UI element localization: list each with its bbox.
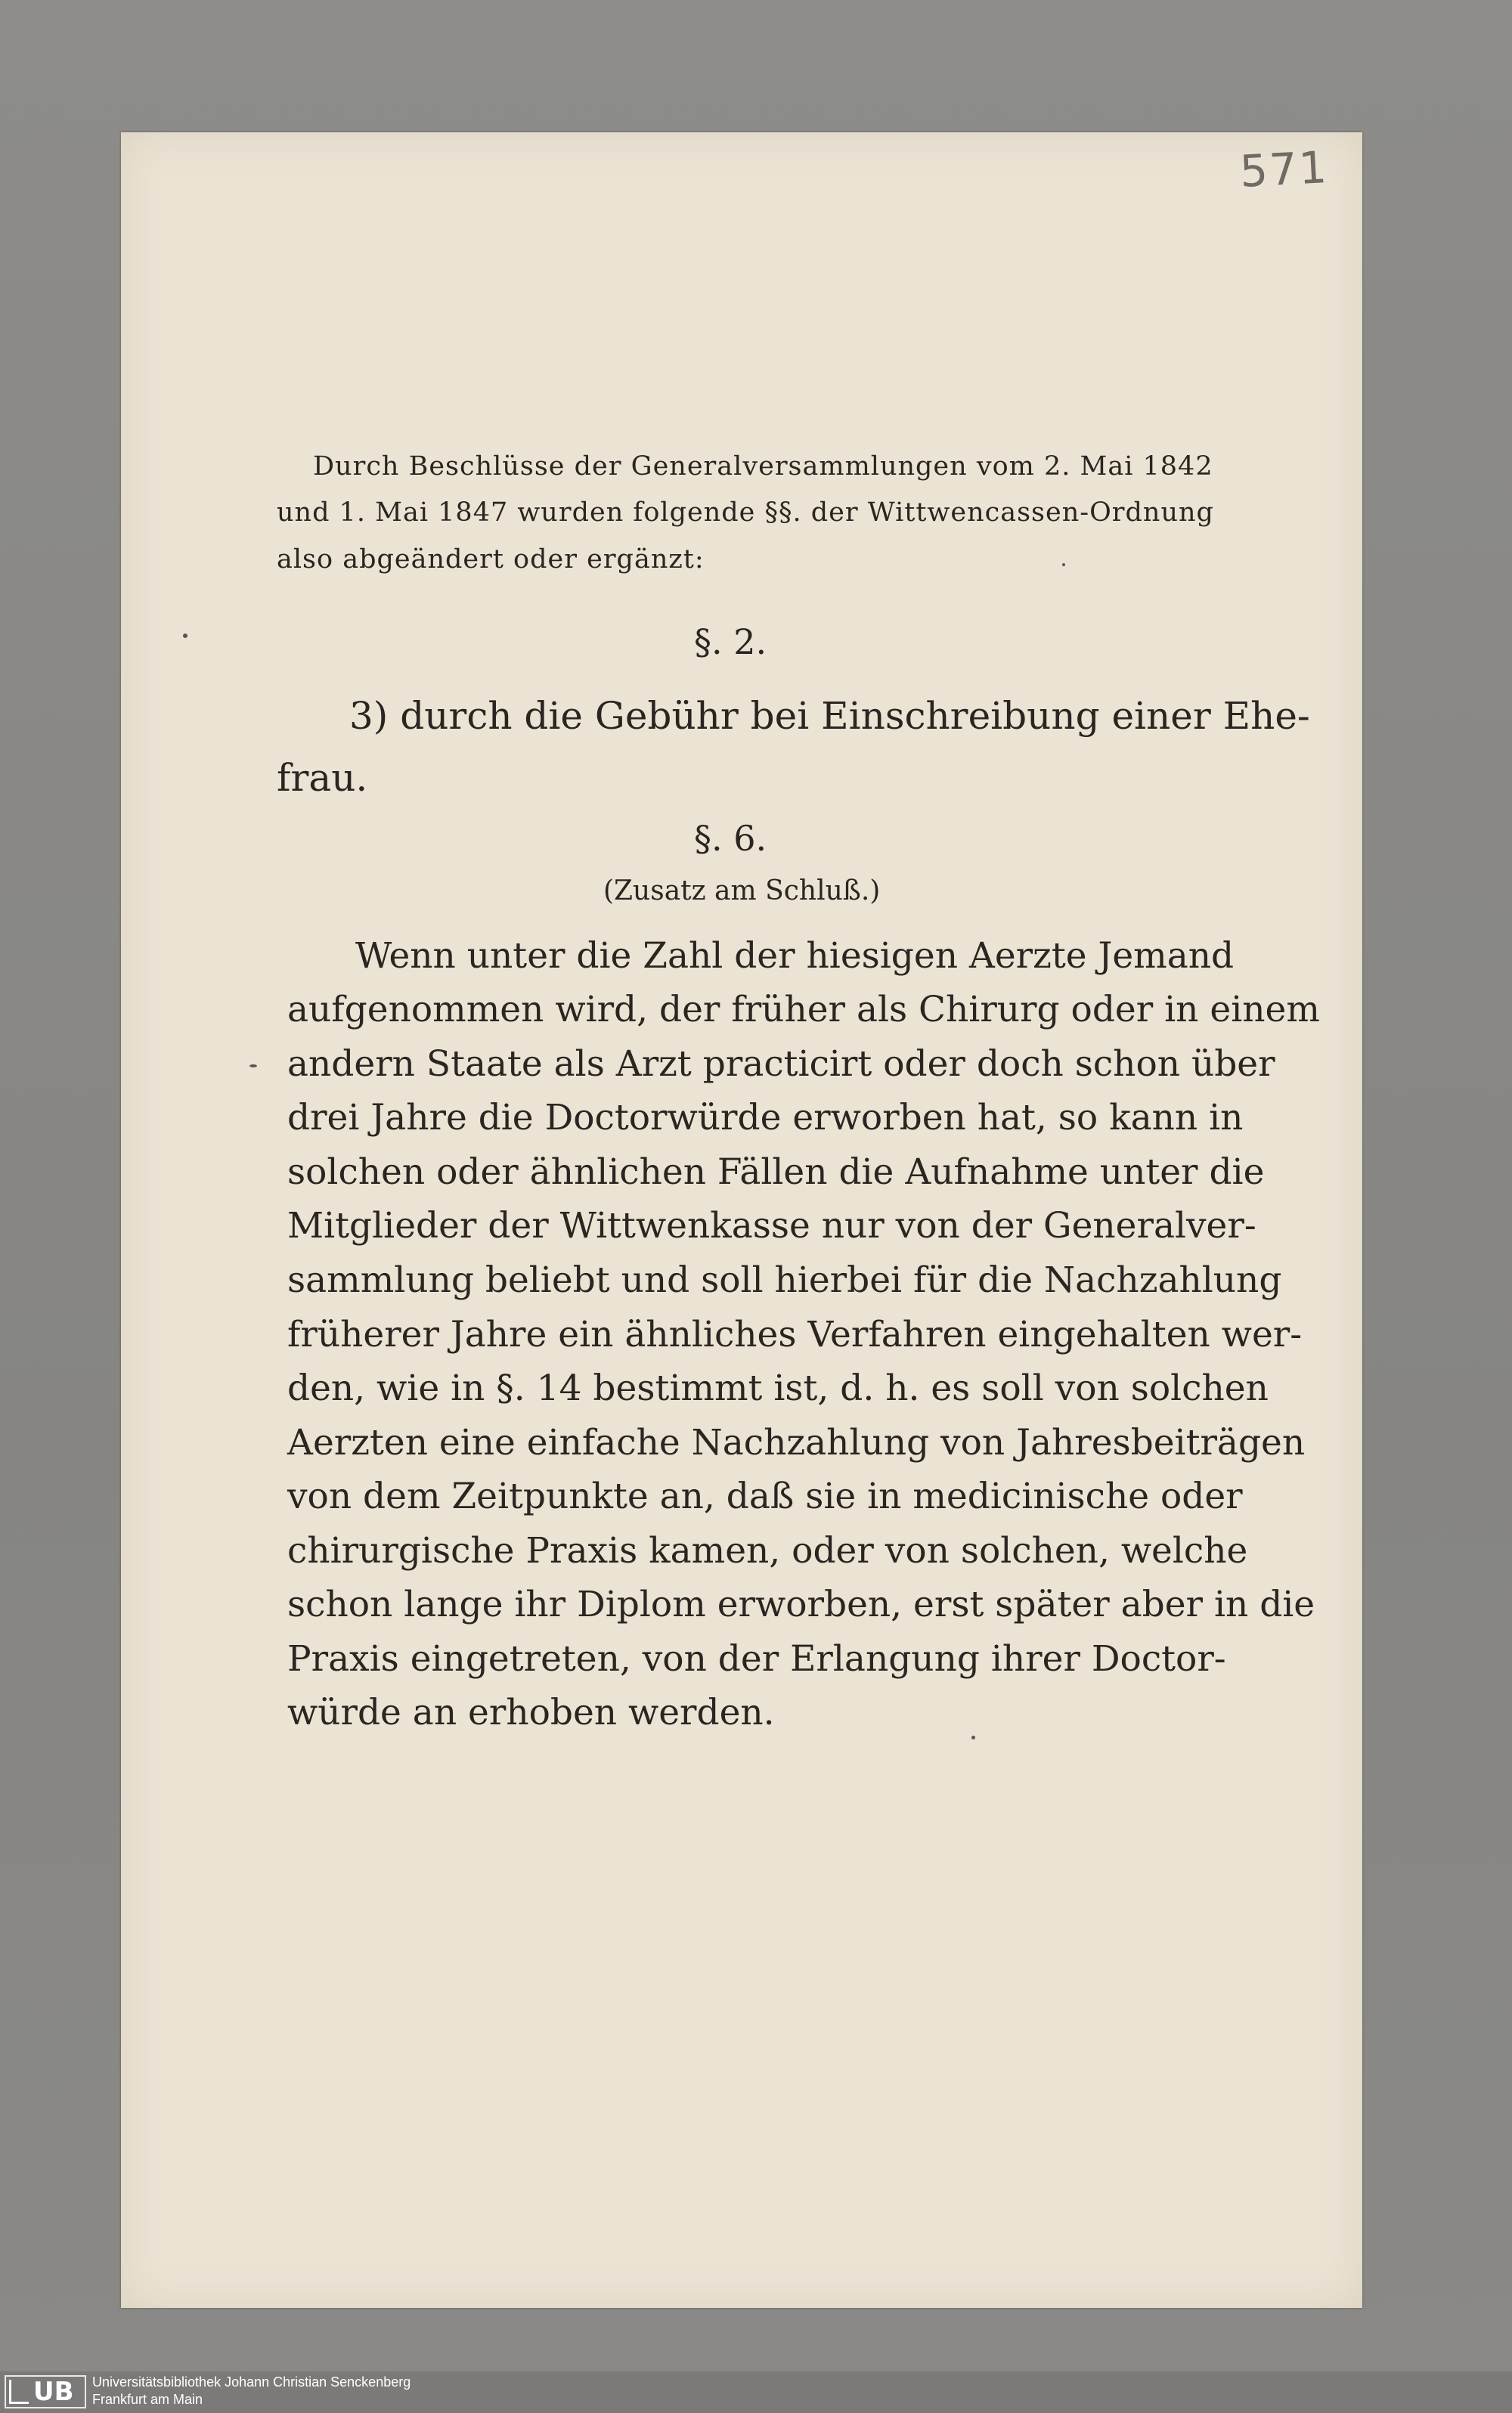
section-6-line: würde an erhoben werden. [287, 1692, 775, 1733]
library-location: Frankfurt am Main [92, 2392, 203, 2407]
intro-line: Durch Beschlüsse der Generalversammlungen vom 2. Mai 1842 [313, 451, 1213, 482]
section-6-line: von dem Zeitpunkte an, daß sie in medicinische oder [287, 1476, 1243, 1517]
paper-speck [249, 1064, 257, 1067]
section-6-note: (Zusatz am Schluß.) [603, 875, 881, 906]
section-2-line: 3) durch die Gebühr bei Einschreibung einer Ehe- [349, 694, 1310, 738]
section-6-line: Mitglieder der Wittwenkasse nur von der Generalver- [287, 1205, 1256, 1247]
library-logo: UB [33, 2377, 74, 2407]
paper-speck [971, 1736, 975, 1739]
section-6-line: chirurgische Praxis kamen, oder von solchen, welche [287, 1530, 1248, 1572]
section-2-line: frau. [277, 756, 368, 800]
section-6-line: den, wie in §. 14 bestimmt ist, d. h. es soll von solchen [287, 1368, 1269, 1409]
section-6-line: Aerzten eine einfache Nachzahlung von Jahresbeiträgen [287, 1422, 1306, 1464]
section-6-line: solchen oder ähnlichen Fällen die Aufnahme unter die [287, 1151, 1265, 1193]
section-6-line: Praxis eingetreten, von der Erlangung ihrer Doctor- [287, 1638, 1226, 1680]
section-6-line: früherer Jahre ein ähnliches Verfahren eingehalten wer- [287, 1314, 1303, 1355]
intro-line: und 1. Mai 1847 wurden folgende §§. der Wittwencassen-Ordnung [277, 497, 1214, 528]
paper-speck [183, 633, 187, 638]
library-name: Universitätsbibliothek Johann Christian Senckenberg [92, 2374, 411, 2390]
section-6-line: aufgenommen wird, der früher als Chirurg oder in einem [287, 989, 1320, 1030]
section-6-line: Wenn unter die Zahl der hiesigen Aerzte Jemand [355, 935, 1235, 977]
handwritten-shelfmark: 571 [1238, 141, 1330, 198]
section-6-line: sammlung beliebt und soll hierbei für die Nachzahlung [287, 1259, 1282, 1301]
section-6-line: schon lange ihr Diplom erworben, erst später aber in die [287, 1584, 1315, 1625]
paper-speck [1062, 563, 1065, 566]
library-logo-icon [9, 2380, 29, 2404]
section-6-heading: §. 6. [694, 818, 767, 859]
intro-line: also abgeändert oder ergänzt: [277, 544, 705, 575]
section-6-line: andern Staate als Arzt practicirt oder doch schon über [287, 1043, 1275, 1085]
section-6-line: drei Jahre die Doctorwürde erworben hat, so kann in [287, 1097, 1244, 1138]
section-2-heading: §. 2. [694, 621, 767, 662]
